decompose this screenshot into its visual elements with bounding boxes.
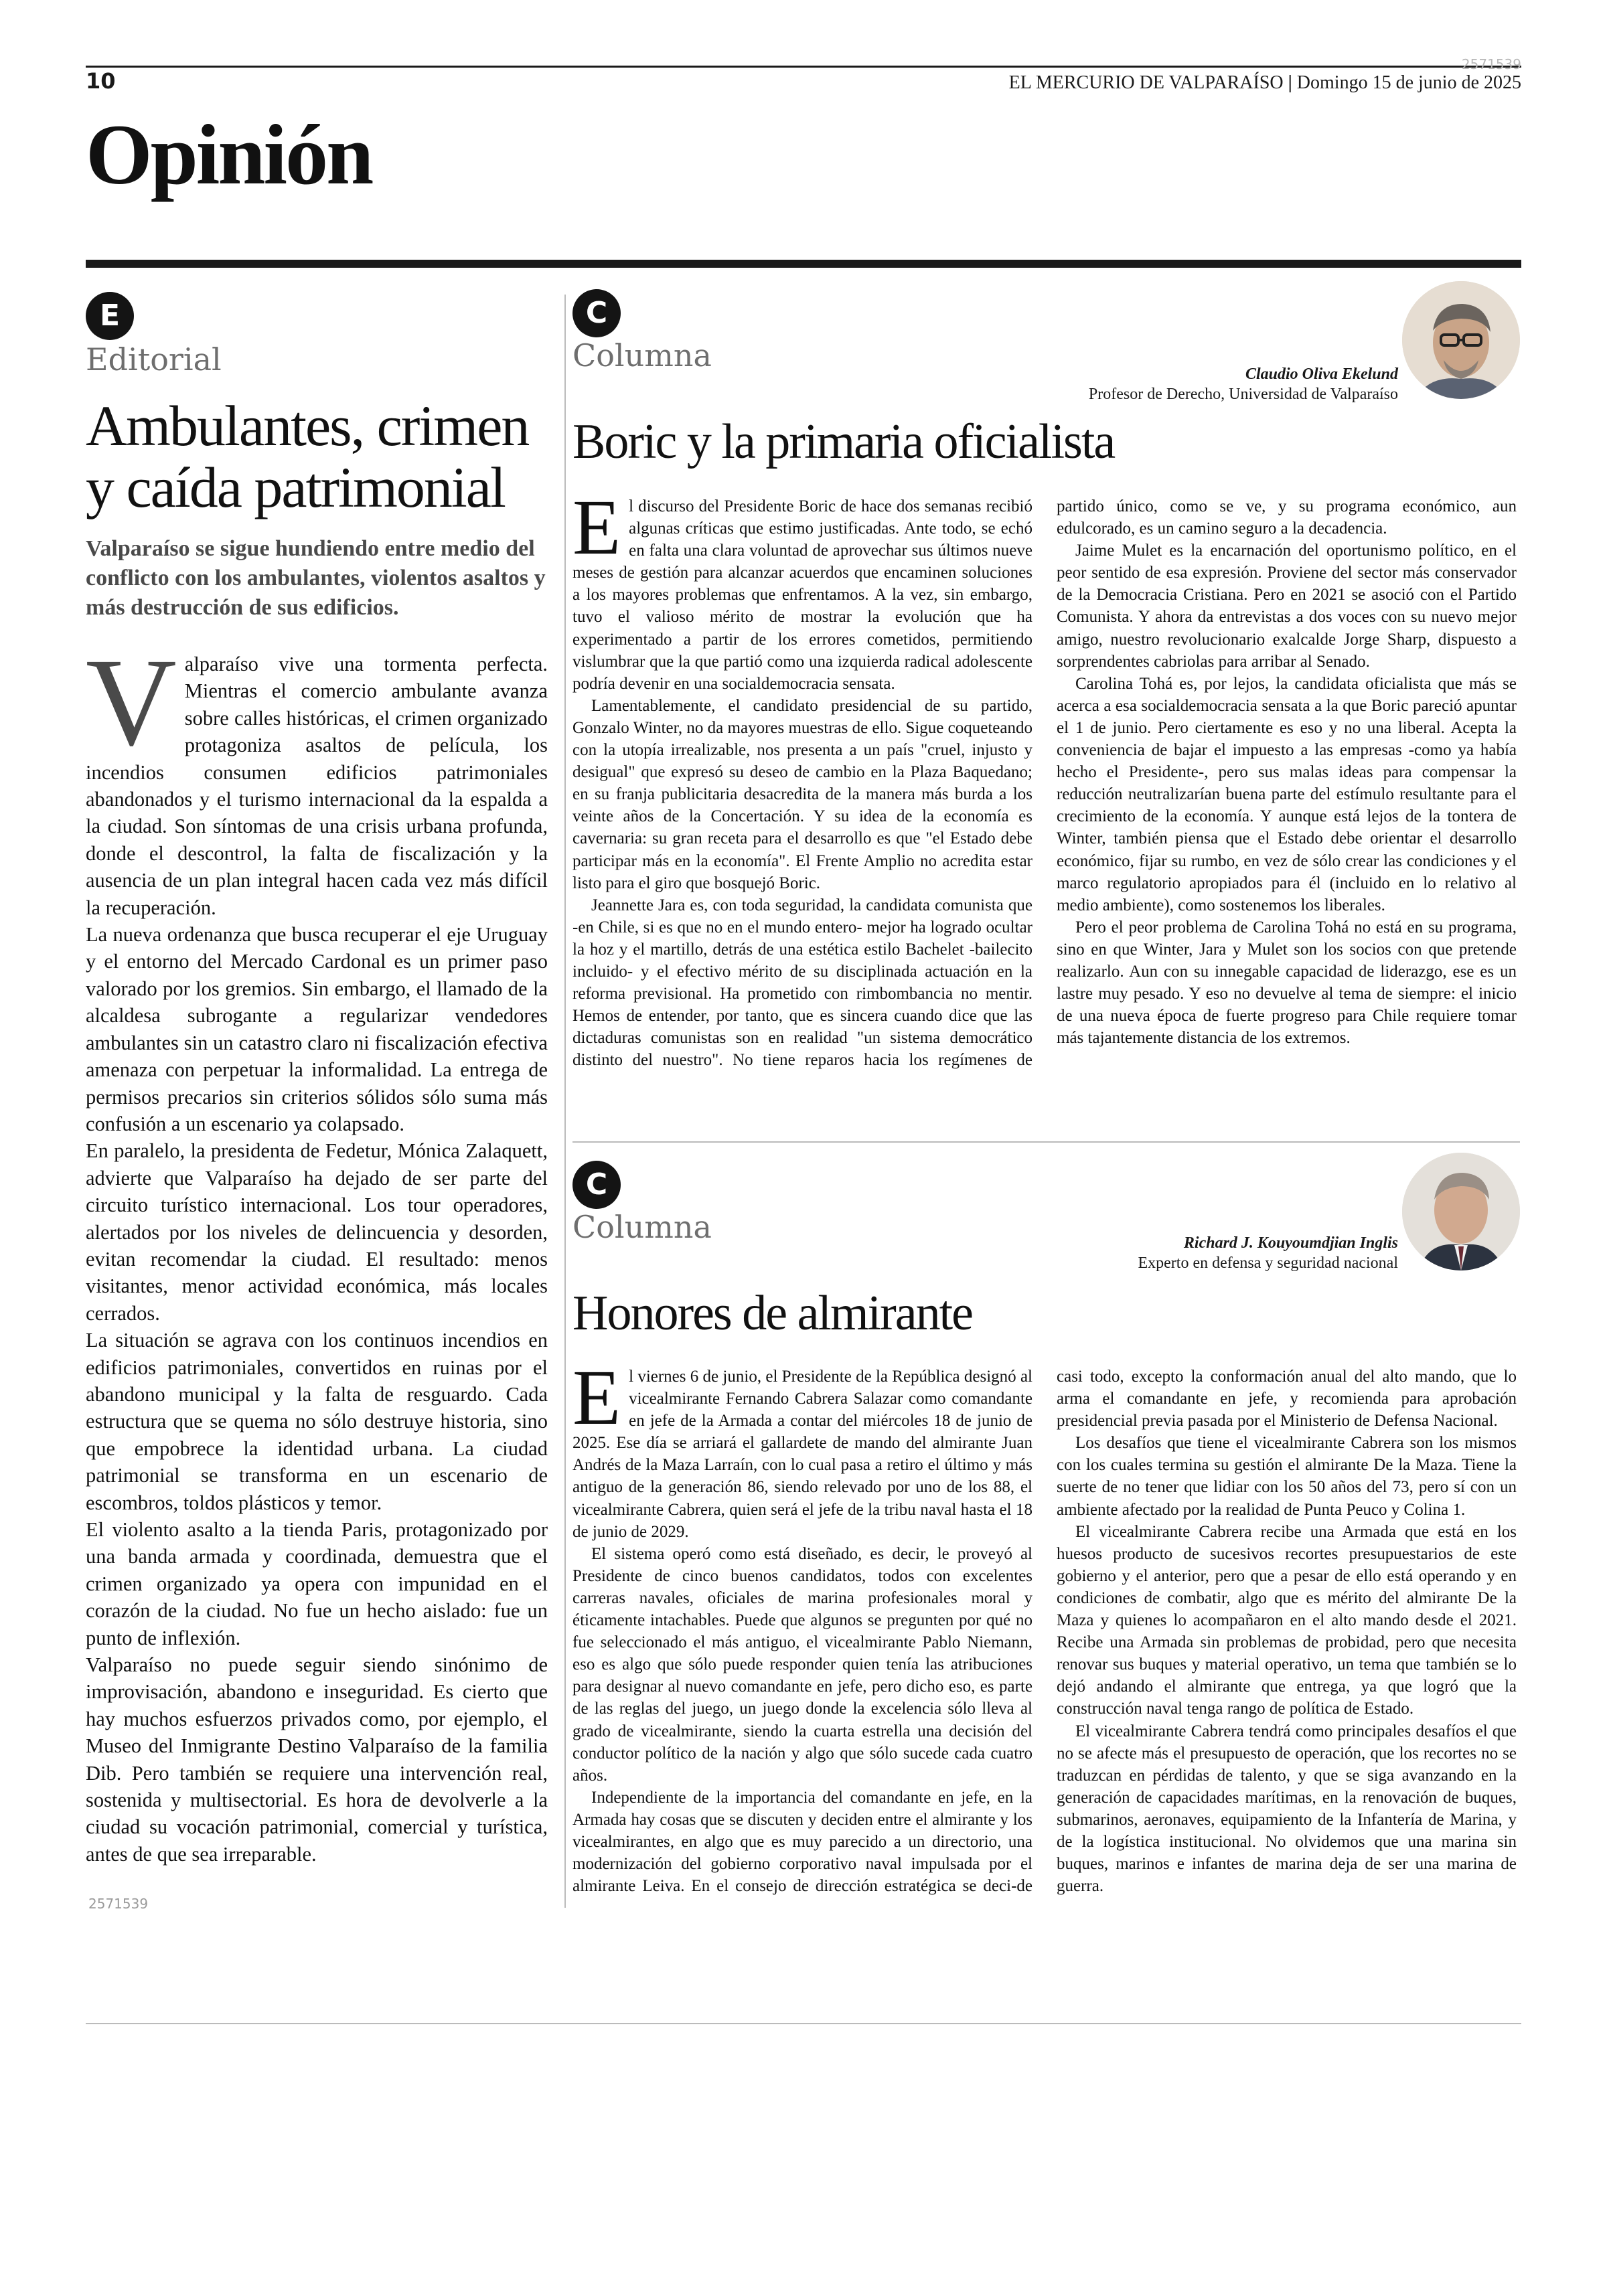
- masthead-line: [1009, 72, 1521, 94]
- author-portrait-icon: [1402, 1153, 1520, 1270]
- editorial-paragraph-2: La nueva ordenanza que busca recuperar el eje Uruguay y el entorno del Mercado Cardonal es un primer paso valorado por los gremios. Sin embargo, el llamado de la alcaldesa subrogante a regularizar vendedores ambulantes sin un catastro claro ni fiscalización efectiva amenaza con perpetuar la informalidad. La entrega de permisos precarios sin criterios sólidos sólo suma más confusión a un escenario ya colapsado.: [86, 923, 548, 1135]
- column1-paragraph-4: Jaime Mulet es la encarnación del oportunismo político, en el peor sentido de esa expresión. Proviene del sector más conservador de la Democracia Cristiana. Pero en 2021 se asoció con el Partido Comunista. Y ahora da entrevistas a dos voces con su nuevo mejor amigo, nuestro revolucionario exalcalde Jorge Sharp, dispuesto a sorprendentes cabriolas para arribar al Senado.: [1057, 542, 1517, 671]
- editorial-paragraph-1: alparaíso vive una tormenta perfecta. Mientras el comercio ambulante avanza sobre calles históricas, el crimen organizado protagoniza asaltos de película, los incendios consumen edificios patrimoniales abandonados y el turismo internacional da la espalda a la ciudad. Son síntomas de una crisis urbana profunda, donde el descontrol, la falta de fiscalización y la ausencia de un plan integral hacen cada vez más difícil la recuperación.: [86, 653, 548, 919]
- bottom-rule: [86, 2023, 1521, 2024]
- column1-label: Columna: [572, 337, 712, 374]
- editorial-subtitle: Valparaíso se sigue hundiendo entre medio del conflicto con los ambulantes, violentos asaltos y más destrucción de sus edificios.: [86, 536, 546, 620]
- editorial-doc-id: 2571539: [88, 1896, 149, 1912]
- column2-author-role: Experto en defensa y seguridad nacional: [1138, 1254, 1398, 1272]
- column1-author-name: Claudio Oliva Ekelund: [1245, 365, 1398, 383]
- column1-title: Boric y la primaria oficialista: [572, 414, 1115, 469]
- column2-paragraph-6: El vicealmirante Cabrera tendrá como principales desafíos el que no se afecte más el presupuesto de operación, que los recortes no se traduzcan en pérdidas de talento, y que se siga avanzando en la generación de capacidades marítimas, en la renovación de buques, submarinos, aeronaves, equipamiento de la Infantería de Marina, y de la logística institucional. No olvidemos que una marina sin buques, marinos e infantes de marina deja de ser una marina de guerra.: [1057, 1722, 1517, 1896]
- editorial-title-line2: y caída patrimonial: [86, 455, 505, 519]
- editorial-column-divider: [564, 295, 566, 1908]
- section-title: Opinión: [86, 107, 372, 202]
- page-number: 10: [86, 68, 116, 94]
- editorial-paragraph-6: Valparaíso no puede seguir siendo sinónimo de improvisación, abandono e inseguridad. Es cierto que hay muchos esfuerzos privados como, por ejemplo, el Museo del Inmigrante Destino Valparaíso de la familia Dib. Pero también se requiere una intervención real, sostenida y multisectorial. Es hora de devolverle a la ciudad su vocación patrimonial, comercial y turística, antes de que sea irreparable.: [86, 1653, 548, 1866]
- top-thin-rule: [86, 66, 1521, 68]
- column1-paragraph-1: l discurso del Presidente Boric de hace dos semanas recibió algunas críticas que estimo justificadas. Ante todo, se echó en falta una clara voluntad de aprovechar sus últimos nueve meses de gestión para alcanzar acuerdos que encaminen soluciones a los mayores problemas que enfrentamos. A la vez, sin embargo, tuvo el valioso mérito de mostrar la evolución que ha experimentado a partir de los errores cometidos, permitiendo vislumbrar que la que partió como una izquierda radical adolescente podría devenir en una socialdemocracia sensata.: [572, 497, 1032, 693]
- column2-dropcap: E: [572, 1354, 621, 1441]
- column2-author-block: [1138, 1233, 1398, 1273]
- column1-paragraph-3: Jeannette Jara es, con toda seguridad, la candidata comunista que -en Chile, si es que no en el mundo entero- mejor ha logrado ocultar la hoz y el martillo, detrás de una estética estilo Bachelet -bailecito incluido- y el efectivo mérito de su disciplinada actuación en la reforma previsional. Ha prometido con rimbombancia no mentir. Hemos de entender, por tanto, que es sincera cuando dice que las dictaduras comunistas son en realidad "un sistema democrático distinto del nuestro". No tiene reparos hacia los regímenes de partido único, como se ve, y su programa económico, aun edulcorado, es un camino seguro a la decadencia.: [572, 497, 1517, 1070]
- issue-date: Domingo 15 de junio de 2025: [1296, 72, 1521, 93]
- column1-author-block: [1089, 364, 1398, 404]
- editorial-paragraph-5: El violento asalto a la tienda Paris, protagonizado por una banda armada y coordinada, demuestra que el crimen organizado ya opera con impunidad en el corazón de la ciudad. No fue un hecho aislado: fue un punto de inflexión.: [86, 1518, 548, 1649]
- section-thick-rule: [86, 260, 1521, 268]
- column2-title: Honores de almirante: [572, 1286, 972, 1341]
- author-portrait-icon: [1402, 281, 1520, 399]
- column2-author-photo: [1402, 1153, 1520, 1270]
- column2-paragraph-5: El vicealmirante Cabrera recibe una Armada que está en los huesos producto de sucesivos recortes presupuestarios de este gobierno y el anterior, pero que a pesar de ello está operando y en condiciones de combatir, algo que es mérito del almirante De la Maza y quienes lo acompañaron en el alto mando desde el 2021. Recibe una Armada sin problemas de probidad, pero que necesita renovar sus buques y material operativo, un tema que también se lo dejó andando el almirante que entrega, ya que logró que la construcción naval tenga rango de política de Estado.: [1057, 1522, 1517, 1718]
- column1-paragraph-6: Pero el peor problema de Carolina Tohá no está en su programa, sino en que Winter, Jara y Mulet son los socios con que pretende realizarlo. Aun con su innegable capacidad de liderazgo, ese es un lastre muy pesado. Y eso no devuelve al tema de siempre: el inicio de una nueva época de fuerte progreso para Chile requiere tomar más tajantemente distancia de los extremos.: [1057, 918, 1517, 1048]
- column2-paragraph-2: El sistema operó como está diseñado, es decir, le proveyó al Presidente de cinco buenos candidatos, todos con excelentes carreras navales, oficiales de marina profesionales moral y éticamente intachables. Puede que algunos se pregunten por qué no fue seleccionado el más antiguo, el vicealmirante Pablo Niemann, eso es algo que sólo puede responder quien tenía las atribuciones para designar al nuevo comandante en jefe, pero dicho eso, es parte de las reglas del juego, un juego donde la excelencia sólo lleva al grado de vicealmirante, siendo la cuarta estrella una decisión del conductor político de la nación y algo que sólo sucede cada cuatro años.: [572, 1544, 1032, 1785]
- column2-paragraph-1: l viernes 6 de junio, el Presidente de la República designó al vicealmirante Fernando Cabrera Salazar como comandante en jefe de la Armada a contar del miércoles 18 de junio de 2025. Ese día se arriará el gallardete de mando del almirante Juan Andrés de la Maza Larraín, con lo cual pasa a retiro el último y más antiguo de la generación 86, siendo relevado por uno de los 88, el vicealmirante Cabrera, quien será el jefe de la tribu naval hasta el 18 de junio de 2029.: [572, 1368, 1032, 1541]
- column2-body: [572, 1354, 1517, 1914]
- column1-author-photo: [1402, 281, 1520, 399]
- editorial-dropcap: V: [86, 632, 177, 772]
- editorial-paragraph-3: En paralelo, la presidenta de Fedetur, Mónica Zalaquett, advierte que Valparaíso ha dejado de ser parte del circuito turístico internacional. Los tour operadores, alertados por los niveles de delincuencia y desorden, evitan recomendar la ciudad. El resultado: menos visitantes, menor actividad económica, más locales cerrados.: [86, 1139, 548, 1325]
- column1-body: [572, 483, 1517, 1138]
- column2-label: Columna: [572, 1209, 712, 1245]
- column1-badge: C: [572, 289, 621, 337]
- newspaper-name: EL MERCURIO DE VALPARAÍSO: [1008, 72, 1284, 93]
- column1-paragraph-2: Lamentablemente, el candidato presidencial de su partido, Gonzalo Winter, no da mayores muestras de ello. Sigue coqueteando con la utopía irrealizable, nos presenta a un país "cruel, injusto y desigual" que expresó su deseo de cambio en la Plaza Baquedano; en su franja publicitaria desacredita de la manera más burda a los veinte años de la Concertación. Y su idea de la economía es cavernaria: su gran receta para el desarrollo es que "el Estado debe participar más en la economía". El Frente Amplio no acredita estar listo para el giro que bosquejó Boric.: [572, 696, 1032, 892]
- editorial-title: [86, 395, 554, 518]
- masthead-separator: |: [1288, 72, 1292, 93]
- header-doc-id: 2571539: [1461, 56, 1521, 72]
- column2-paragraph-4: Los desafíos que tiene el vicealmirante Cabrera son los mismos con los cuales termina su gestión el almirante De la Maza. Tiene la suerte de no tener que lidiar con los 50 años del 73, pero sí con un ambiente afectado por la realidad de Punta Peuco y Colina 1.: [1057, 1434, 1517, 1519]
- column1-dropcap: E: [572, 483, 621, 571]
- column2-paragraph-3: Independiente de la importancia del comandante en jefe, en la Armada hay cosas que se discuten y deciden entre el almirante y los vicealmirantes, en algo que es muy parecido a un directorio, una modernización del gobierno corporativo naval impulsada por el almirante Leiva. En el consejo de dirección estratégica se deci-de casi todo, excepto la conformación anual del alto mando, que lo arma el comandante en jefe, y recomienda para aprobación presidencial previa pasada por el Ministerio de Defensa Nacional.: [572, 1368, 1517, 1896]
- columns-divider: [572, 1141, 1520, 1143]
- editorial-body: [86, 632, 548, 1868]
- column2-badge: C: [572, 1161, 621, 1209]
- editorial-paragraph-4: La situación se agrava con los continuos incendios en edificios patrimoniales, convertidos en ruinas por el abandono municipal y la falta de resguardo. Cada estructura que se quema no sólo destruye historia, sino que empobrece la identidad urbana. La ciudad patrimonial se transforma en un escenario de escombros, toldos plásticos y temor.: [86, 1329, 548, 1514]
- column1-paragraph-5: Carolina Tohá es, por lejos, la candidata oficialista que más se acerca a esa socialdemocracia sensata a la que Boric pareció apuntar el 1 de junio. Pero ciertamente es eso y no una liberal. Acepta la conveniencia de bajar el impuesto a las empresas -como ya había hecho el Presidente-, pero sus malas ideas para compensar la reducción neutralizarían buena parte del estímulo resultante para el crecimiento de la economía. Y aunque está lejos de la tontera de Winter, también piensa que el Estado debe orientar el desarrollo económico, fijar su rumbo, en vez de sólo crear las condiciones y el marco regulatorio apropiados para él (incluido en lo relativo al medio ambiente), como sostenemos los liberales.: [1057, 674, 1517, 914]
- column1-author-role: Profesor de Derecho, Universidad de Valparaíso: [1088, 386, 1398, 403]
- editorial-title-line1: Ambulantes, crimen: [86, 394, 529, 458]
- column2-author-name: Richard J. Kouyoumdjian Inglis: [1183, 1234, 1398, 1252]
- editorial-badge: E: [86, 292, 134, 340]
- editorial-label: Editorial: [86, 341, 222, 378]
